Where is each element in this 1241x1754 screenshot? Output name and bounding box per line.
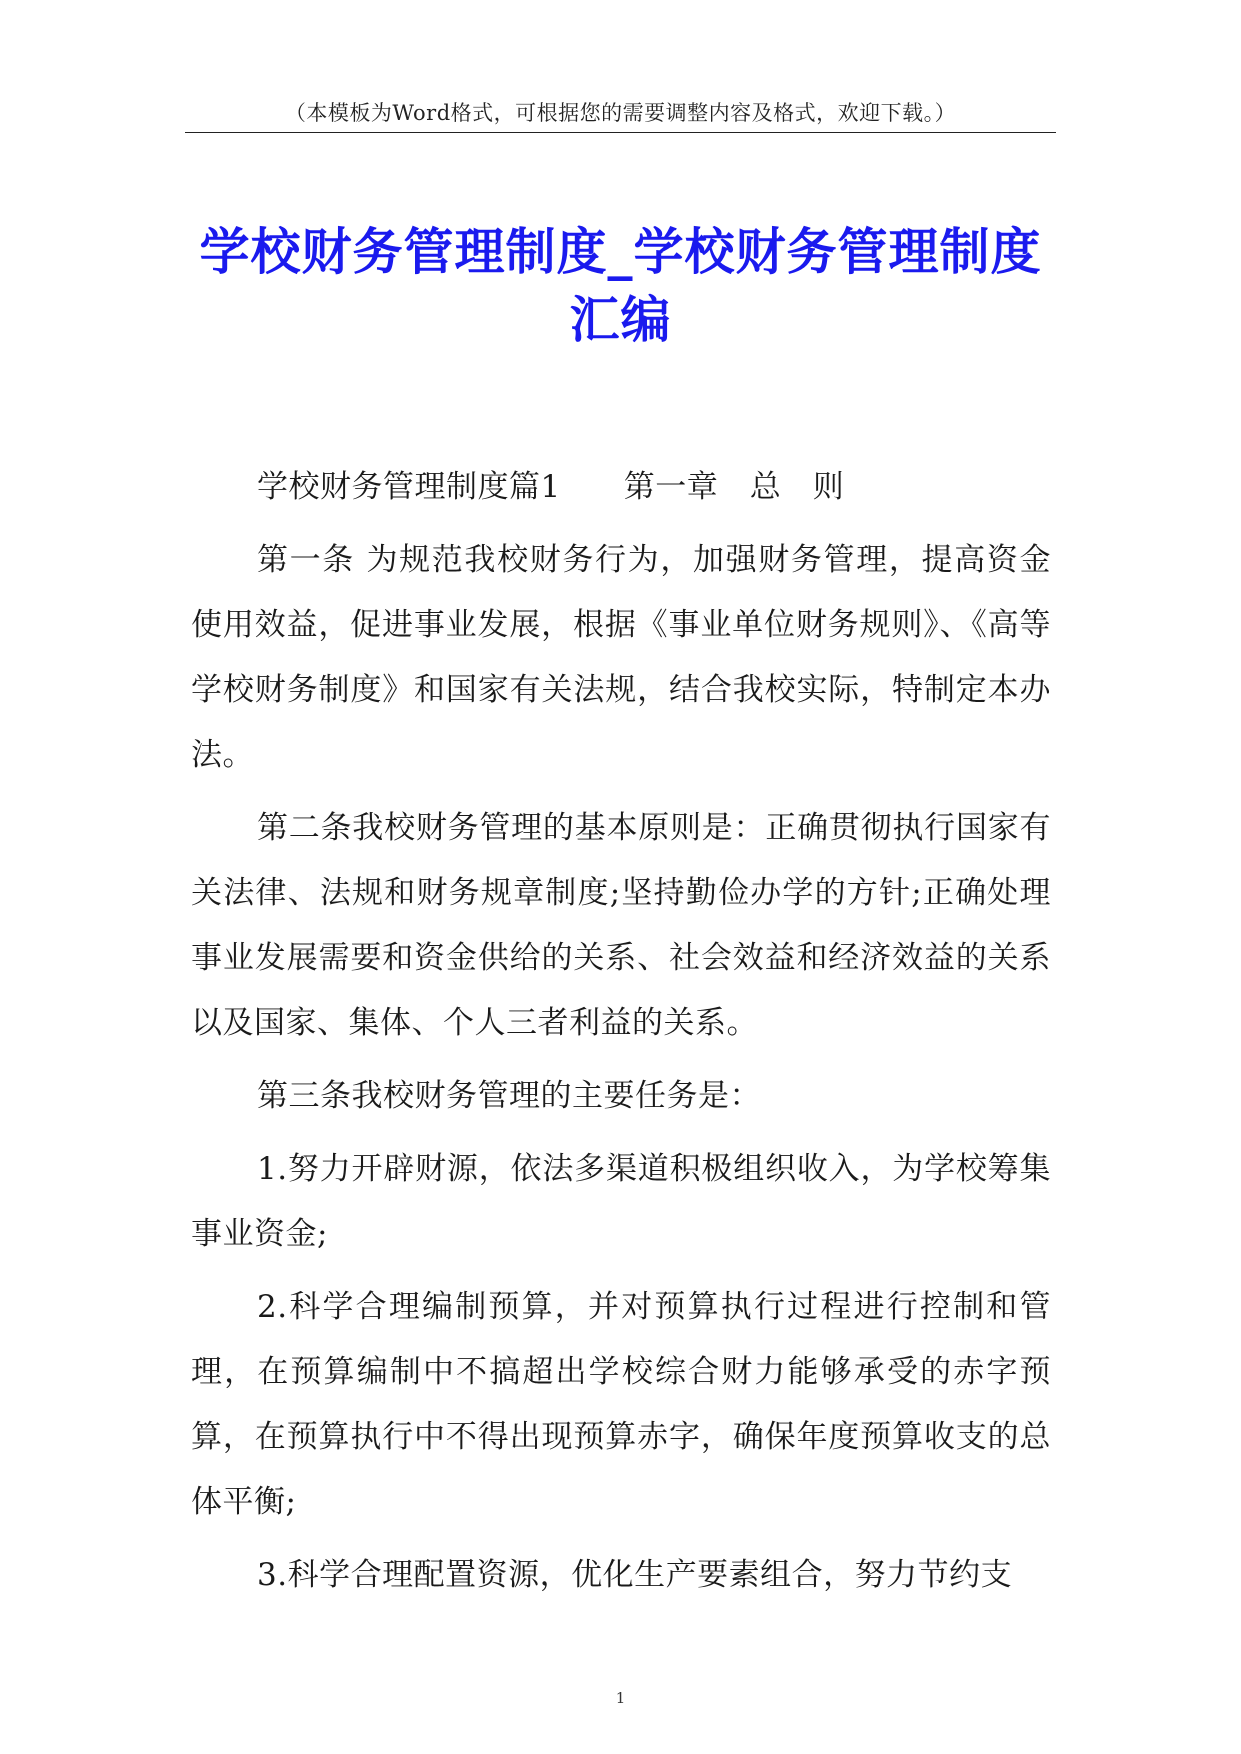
paragraph-article-3: 第三条我校财务管理的主要任务是： — [257, 1078, 761, 1114]
paragraph-article-2: 第二条我校财务管理的基本原则是：正确贯彻执行国家有关法律、法规和财务规章制度;坚持勤俭办学的方针;正确处理事业发展需要和资金供给的关系、社会效益和经济效益的关系以及国家、集体、个人三者利益的关系。 — [191, 810, 1051, 1041]
paragraph-task-1: 1.努力开辟财源，依法多渠道积极组织收入，为学校筹集事业资金; — [191, 1151, 1051, 1252]
header-note: （本模板为Word格式，可根据您的需要调整内容及格式，欢迎下载。） — [284, 101, 957, 125]
paragraph-chapter-heading: 学校财务管理制度篇1 第一章 总 则 — [257, 469, 845, 505]
paragraph-task-3: 3.科学合理配置资源，优化生产要素组合，努力节约支 — [257, 1557, 1013, 1593]
document-title: 学校财务管理制度_学校财务管理制度汇编 — [199, 223, 1042, 349]
page-number: 1 — [615, 1689, 626, 1707]
paragraph-article-1: 第一条 为规范我校财务行为，加强财务管理，提高资金使用效益，促进事业发展，根据《事业单位财务规则》、《高等学校财务制度》和国家有关法规，结合我校实际，特制定本办法。 — [191, 542, 1051, 773]
header-divider — [185, 132, 1056, 133]
paragraph-task-2: 2.科学合理编制预算，并对预算执行过程进行控制和管理，在预算编制中不搞超出学校综合财力能够承受的赤字预算，在预算执行中不得出现预算赤字，确保年度预算收支的总体平衡; — [191, 1289, 1051, 1520]
document-body — [191, 455, 1051, 1616]
